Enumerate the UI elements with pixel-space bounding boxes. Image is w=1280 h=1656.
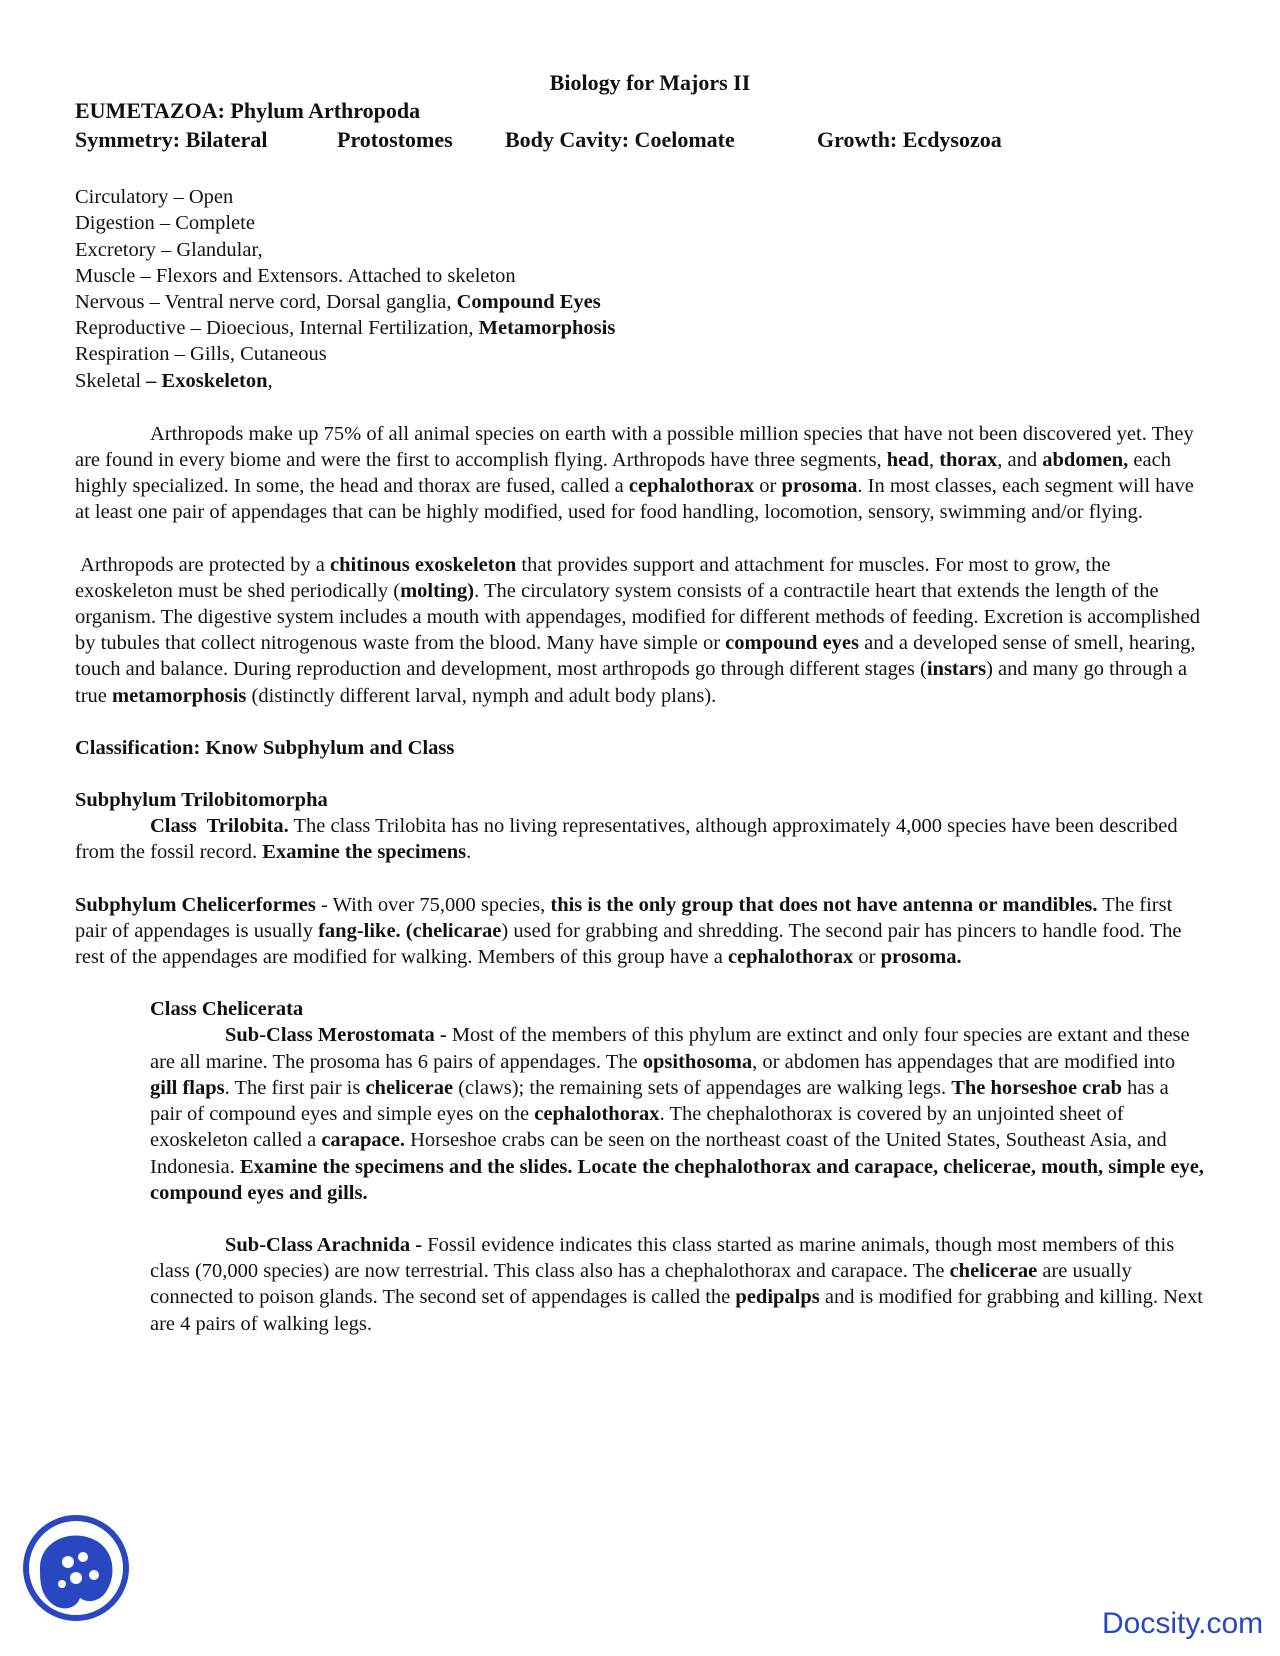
system-line: Reproductive – Dioecious, Internal Fertilization, Metamorphosis: [75, 317, 616, 340]
system-line: Skeletal – Exoskeleton,: [75, 369, 273, 392]
chelicerata-heading: Class Chelicerata: [150, 998, 304, 1021]
body-cavity-label: Body Cavity: Coelomate: [505, 127, 735, 153]
system-line: Digestion – Complete: [75, 212, 255, 235]
docsity-logo-icon: [20, 1512, 132, 1624]
docsity-brand-text[interactable]: Docsity.com: [1102, 1607, 1264, 1640]
document-page: [75, 70, 1205, 1337]
classification-row: [75, 125, 1205, 154]
chelicerformes-paragraph: Subphylum Chelicerformes - With over 75,000 species, this is the only group that does not have antenna or mandibles. The first pair of appendages is usually fang-like. (chelicarae) used for grabbing and shredding. The second pair has pincers to handle food. The rest of the appendages are modified for walking. Members of this group have a cephalothorax or prosoma.: [75, 893, 1182, 969]
course-title: Biology for Majors II: [549, 70, 751, 95]
classification-heading: Classification: Know Subphylum and Class: [75, 736, 455, 759]
system-line: Nervous – Ventral nerve cord, Dorsal ganglia, Compound Eyes: [75, 291, 601, 314]
trilobitomorpha-heading: Subphylum Trilobitomorpha: [75, 789, 328, 812]
taxon-heading: EUMETAZOA: Phylum Arthropoda: [75, 98, 421, 124]
symmetry-label: Symmetry: Bilateral: [75, 127, 268, 153]
system-line: Muscle – Flexors and Extensors. Attached to skeleton: [75, 264, 516, 287]
growth-label: Growth: Ecdysozoa: [817, 127, 1002, 153]
protostomes-label: Protostomes: [337, 127, 453, 153]
organ-systems-list: [75, 184, 1205, 394]
merostomata-paragraph: Sub-Class Merostomata - Most of the members of this phylum are extinct and only four species are extant and these are all marine. The prosoma has 6 pairs of appendages. The opsithosoma, or abdomen has appendages that are modified into gill flaps. The first pair is chelicerae (claws); the remaining sets of appendages are walking legs. The horseshoe crab has a pair of compound eyes and simple eyes on the cephalothorax. The chephalothorax is covered by an unjointed sheet of exoskeleton called a carapace. Horseshoe crabs can be seen on the northeast coast of the United States, Southeast Asia, and Indonesia. Examine the specimens and the slides. Locate the chephalothorax and carapace, chelicerae, mouth, simple eye, compound eyes and gills.: [150, 1024, 1204, 1204]
system-line: Respiration – Gills, Cutaneous: [75, 343, 327, 366]
arachnida-paragraph: Sub-Class Arachnida - Fossil evidence indicates this class started as marine animals, though most members of this class (70,000 species) are now terrestrial. This class also has a chephalothorax and carapace. The chelicerae are usually connected to poison glands. The second set of appendages is called the pedipalps and is modified for grabbing and killing. Next are 4 pairs of walking legs.: [150, 1233, 1203, 1335]
system-line: Excretory – Glandular,: [75, 238, 263, 261]
system-line: Circulatory – Open: [75, 186, 234, 209]
chelicerata-section: [150, 996, 1205, 1336]
exoskeleton-paragraph: Arthropods are protected by a chitinous exoskeleton that provides support and attachment for muscles. For most to grow, the exoskeleton must be shed periodically (molting). The circulatory system consists of a contractile heart that extends the length of the organism. The digestive system includes a mouth with appendages, modified for different methods of feeding. Excretion is accomplished by tubules that collect nitrogenous waste from the blood. Many have simple or compound eyes and a developed sense of smell, hearing, touch and balance. During reproduction and development, most arthropods go through different stages (instars) and many go through a true metamorphosis (distinctly different larval, nymph and adult body plans).: [75, 553, 1200, 707]
intro-paragraph: Arthropods make up 75% of all animal species on earth with a possible million species that have not been discovered yet. They are found in every biome and were the first to accomplish flying. Arthropods have three segments, head, thorax, and abdomen, each highly specialized. In some, the head and thorax are fused, called a cephalothorax or prosoma. In most classes, each segment will have at least one pair of appendages that can be highly modified, used for food handling, locomotion, sensory, swimming and/or flying.: [75, 422, 1194, 524]
trilobita-paragraph: Class Trilobita. The class Trilobita has no living representatives, although approximately 4,000 species have been described from the fossil record. Examine the specimens.: [75, 815, 1178, 864]
